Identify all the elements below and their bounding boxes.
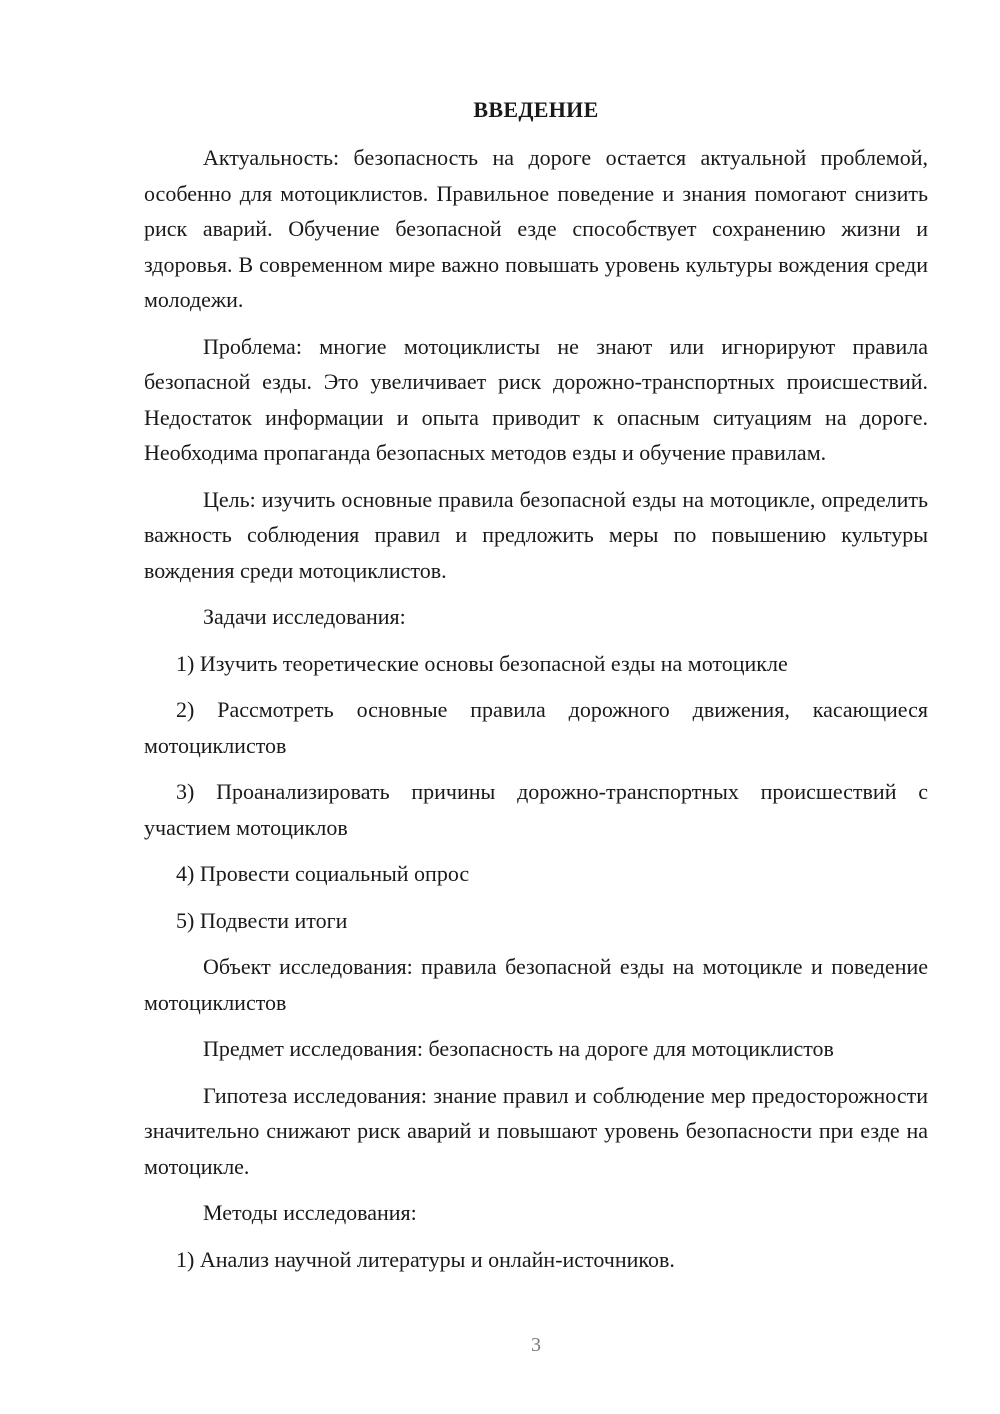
page-title: ВВЕДЕНИЕ [473,97,599,122]
document-page [144,92,928,1288]
list-item-task-1: 1) Изучить теоретические основы безопасной езды на мотоцикле [176,650,788,676]
methods-heading: Методы исследования: [203,1200,417,1225]
paragraph-hypothesis: Гипотеза исследования: знание правил и соблюдение мер предосторожности значительно снижают риск аварий и повышают уровень безопасности при езде на мотоцикле. [144,1082,928,1179]
page-number: 3 [531,1334,541,1356]
tasks-heading: Задачи исследования: [203,604,406,629]
paragraph-subject: Предмет исследования: безопасность на дороге для мотоциклистов [203,1036,834,1061]
paragraph-object: Объект исследования: правила безопасной езды на мотоцикле и поведение мотоциклистов [144,954,928,1015]
paragraph-goal: Цель: изучить основные правила безопасной езды на мотоцикле, определить важность соблюдения правил и предложить меры по повышению культуры вождения среди мотоциклистов. [144,486,928,583]
list-item-task-3: 3) Проанализировать причины дорожно-транспортных происшествий с участием мотоциклов [144,779,928,840]
list-item-method-1: 1) Анализ научной литературы и онлайн-источников. [176,1246,675,1272]
list-item-task-2: 2) Рассмотреть основные правила дорожного движения, касающиеся мотоциклистов [144,697,928,758]
list-item-task-4: 4) Провести социальный опрос [176,861,470,886]
paragraph-relevance: Актуальность: безопасность на дороге остается актуальной проблемой, особенно для мотоциклистов. Правильное поведение и знания помогают снизить риск аварий. Обучение безопасной езде способствует сохранению жизни и здоровья. В современном мире важно повышать уровень культуры вождения среди молодежи. [144,145,928,312]
paragraph-problem: Проблема: многие мотоциклисты не знают или игнорируют правила безопасной езды. Это увеличивает риск дорожно-транспортных происшествий. Недостаток информации и опыта приводит к опасным ситуациям на дороге. Необходима пропаганда безопасных методов езды и обучение правилам. [144,333,928,465]
list-item-task-5: 5) Подвести итоги [176,907,348,933]
